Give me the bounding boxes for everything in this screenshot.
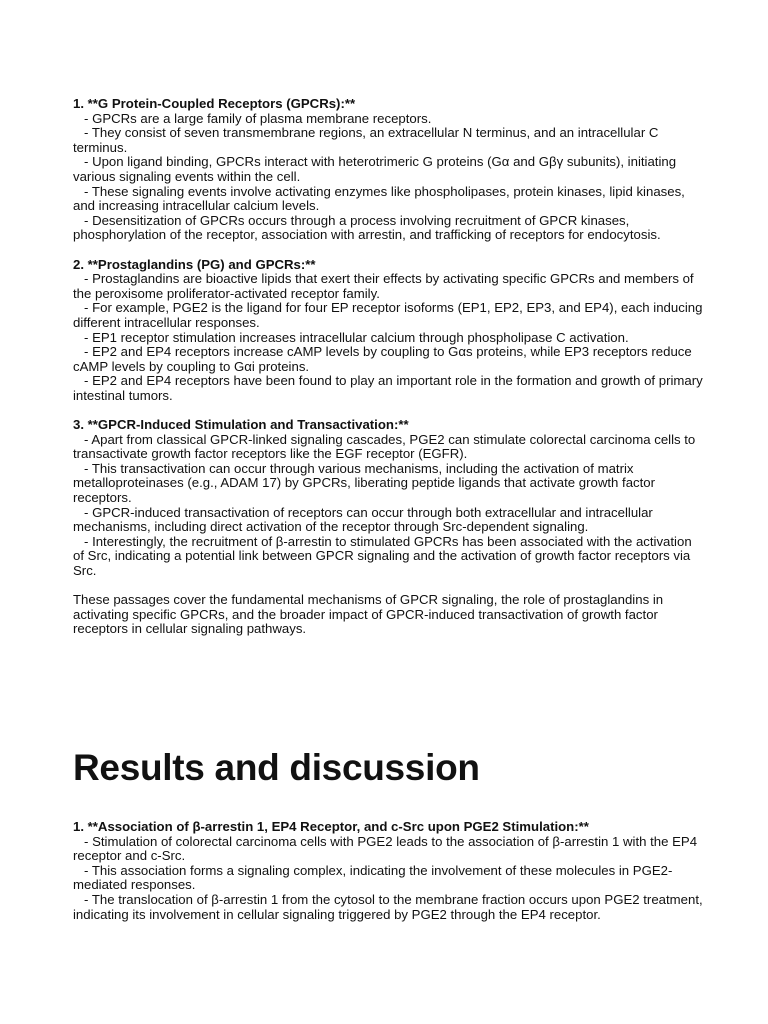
bullet-item: - Stimulation of colorectal carcinoma cells with PGE2 leads to the association of β-arrestin 1 with the EP4 receptor and c-Src. [73, 833, 698, 864]
section-transactivation [73, 418, 703, 579]
summary-paragraph: These passages cover the fundamental mechanisms of GPCR signaling, the role of prostaglandins in activating specific GPCRs, and the broader impact of GPCR-induced transactivation of growth factor receptors in cellular signaling pathways. [73, 592, 664, 637]
section-results-association [73, 820, 703, 922]
bullet-item: - GPCR-induced transactivation of receptors can occur through both extracellular and intracellular mechanisms, including direct activation of the receptor through Src-dependent signaling. [73, 504, 653, 535]
section-title: 1. **Association of β-arrestin 1, EP4 Receptor, and c-Src upon PGE2 Stimulation:** [73, 819, 589, 834]
bullet-item: - Apart from classical GPCR-linked signaling cascades, PGE2 can stimulate colorectal carcinoma cells to transactivate growth factor receptors like the EGF receptor (EGFR). [73, 431, 696, 462]
bullet-item: - EP2 and EP4 receptors increase cAMP levels by coupling to Gαs proteins, while EP3 receptors reduce cAMP levels by coupling to Gαi proteins. [73, 344, 692, 374]
bullet-item: - GPCRs are a large family of plasma membrane receptors. [73, 110, 432, 126]
section-gpcrs [73, 97, 703, 243]
bullet-item: - Upon ligand binding, GPCRs interact with heterotrimeric G proteins (Gα and Gβγ subunits), initiating various signaling events within the cell. [73, 154, 677, 184]
bullet-item: - For example, PGE2 is the ligand for four EP receptor isoforms (EP1, EP2, EP3, and EP4), each inducing different intracellular responses. [73, 300, 703, 330]
bullet-item: - The translocation of β-arrestin 1 from the cytosol to the membrane fraction occurs upon PGE2 treatment, indicating its involvement in cellular signaling triggered by PGE2 through the EP4 receptor. [73, 891, 703, 922]
document-body [73, 97, 703, 637]
bullet-item: - This transactivation can occur through various mechanisms, including the activation of matrix metalloproteinases (e.g., ADAM 17) by GPCRs, liberating peptide ligands that activate growth factor receptors. [73, 460, 656, 506]
bullet-item: - They consist of seven transmembrane regions, an extracellular N terminus, and an intracellular C terminus. [73, 125, 659, 155]
bullet-item: - Interestingly, the recruitment of β-arrestin to stimulated GPCRs has been associated with the activation of Src, indicating a potential link between GPCR signaling and the activation of growth factor receptors via Src. [73, 533, 692, 578]
bullet-item: - Prostaglandins are bioactive lipids that exert their effects by activating specific GPCRs and members of the peroxisome proliferator-activated receptor family. [73, 271, 694, 301]
results-heading: Results and discussion [73, 747, 480, 788]
section-title: 3. **GPCR-Induced Stimulation and Transactivation:** [73, 417, 409, 433]
section-title: 2. **Prostaglandins (PG) and GPCRs:** [73, 256, 316, 272]
bullet-item: - Desensitization of GPCRs occurs through a process involving recruitment of GPCR kinases, phosphorylation of the receptor, association with arrestin, and trafficking of receptors for endocytosis. [73, 212, 661, 243]
section-prostaglandins [73, 258, 703, 404]
bullet-item: - EP1 receptor stimulation increases intracellular calcium through phospholipase C activation. [73, 329, 629, 345]
bullet-item: - These signaling events involve activating enzymes like phospholipases, protein kinases, lipid kinases, and increasing intracellular calcium levels. [73, 183, 685, 214]
section-title: 1. **G Protein-Coupled Receptors (GPCRs):** [73, 96, 356, 111]
bullet-item: - This association forms a signaling complex, indicating the involvement of these molecules in PGE2-mediated responses. [73, 862, 673, 893]
bullet-item: - EP2 and EP4 receptors have been found to play an important role in the formation and growth of primary intestinal tumors. [73, 373, 703, 403]
